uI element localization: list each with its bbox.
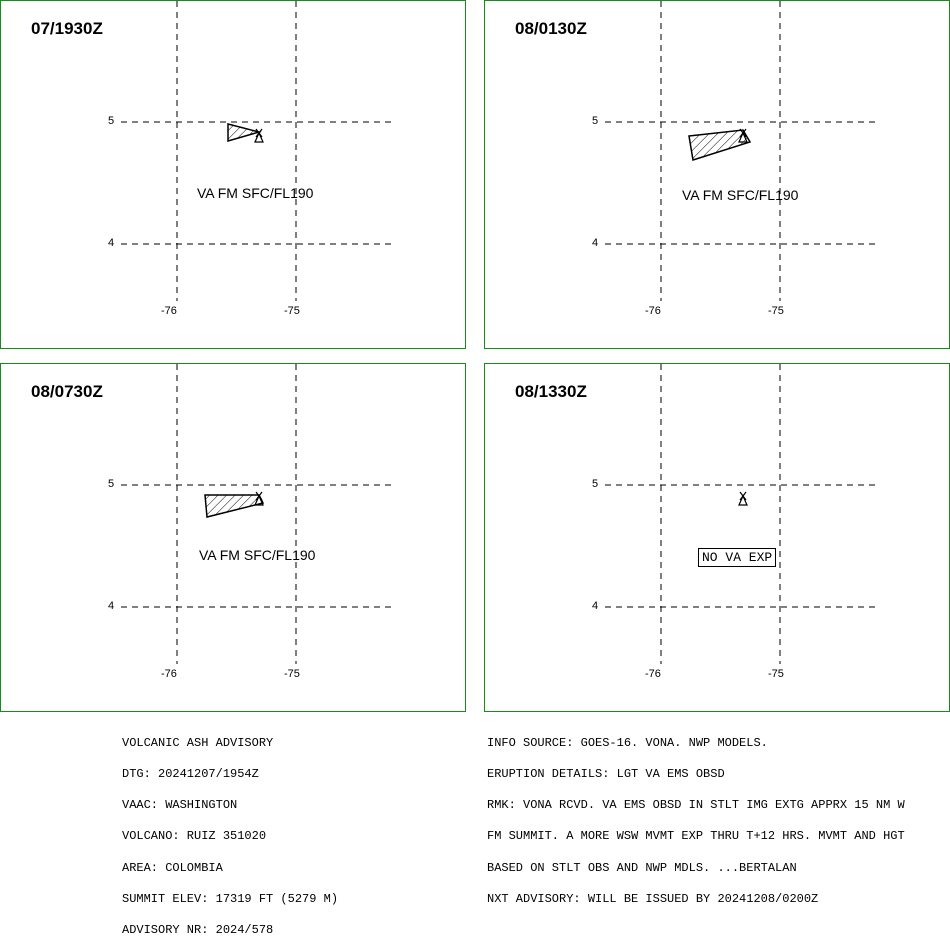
lat-label-5: 5 bbox=[592, 478, 599, 490]
lon-label-75: -75 bbox=[768, 305, 784, 317]
advisory-line: ADVISORY NR: 2024/578 bbox=[122, 923, 274, 938]
lat-label-5: 5 bbox=[592, 115, 599, 127]
lat-label-4: 4 bbox=[592, 237, 599, 249]
advisory-details-block bbox=[487, 717, 905, 915]
map-canvas-1 bbox=[1, 1, 467, 350]
lon-label-75: -75 bbox=[284, 305, 300, 317]
advisory-line: RMK: VONA RCVD. VA EMS OBSD IN STLT IMG EXTG APPRX 15 NM W bbox=[487, 798, 905, 813]
lon-label-76: -76 bbox=[645, 668, 661, 680]
map-panel-3 bbox=[0, 363, 466, 712]
lon-label-76: -76 bbox=[161, 668, 177, 680]
lon-label-76: -76 bbox=[645, 305, 661, 317]
lon-label-75: -75 bbox=[768, 668, 784, 680]
ash-cloud-polygon bbox=[205, 495, 263, 517]
panel-time: 07/1930Z bbox=[31, 19, 103, 38]
lon-label-75: -75 bbox=[284, 668, 300, 680]
lat-label-4: 4 bbox=[108, 600, 115, 612]
panel-time: 08/0730Z bbox=[31, 382, 103, 401]
advisory-header-block bbox=[122, 717, 338, 946]
advisory-line: VAAC: WASHINGTON bbox=[122, 798, 238, 813]
lat-label-4: 4 bbox=[108, 237, 115, 249]
advisory-line: FM SUMMIT. A MORE WSW MVMT EXP THRU T+12 HRS. MVMT AND HGT bbox=[487, 829, 905, 844]
panel-time: 08/0130Z bbox=[515, 19, 587, 38]
va-level-label: VA FM SFC/FL190 bbox=[199, 547, 316, 563]
volcano-icon bbox=[739, 492, 747, 505]
map-canvas-3 bbox=[1, 364, 467, 713]
advisory-line: NXT ADVISORY: WILL BE ISSUED BY 20241208/0200Z bbox=[487, 891, 819, 906]
lon-label-76: -76 bbox=[161, 305, 177, 317]
advisory-line: VOLCANO: RUIZ 351020 bbox=[122, 829, 267, 844]
map-panel-2 bbox=[484, 0, 950, 349]
no-va-exp-box: NO VA EXP bbox=[698, 548, 776, 567]
advisory-line: VOLCANIC ASH ADVISORY bbox=[122, 735, 274, 750]
panel-time: 08/1330Z bbox=[515, 382, 587, 401]
grid-lines bbox=[121, 1, 391, 301]
advisory-line: DTG: 20241207/1954Z bbox=[122, 767, 259, 782]
lat-label-4: 4 bbox=[592, 600, 599, 612]
advisory-line: SUMMIT ELEV: 17319 FT (5279 M) bbox=[122, 891, 339, 906]
lat-label-5: 5 bbox=[108, 478, 115, 490]
ash-cloud-polygon bbox=[689, 130, 750, 160]
grid-lines bbox=[605, 1, 875, 301]
grid-lines bbox=[605, 364, 875, 664]
advisory-line: BASED ON STLT OBS AND NWP MDLS. ...BERTALAN bbox=[487, 860, 797, 875]
va-level-label: VA FM SFC/FL190 bbox=[682, 187, 799, 203]
map-panel-1 bbox=[0, 0, 466, 349]
va-level-label: VA FM SFC/FL190 bbox=[197, 185, 314, 201]
lat-label-5: 5 bbox=[108, 115, 115, 127]
advisory-line: AREA: COLOMBIA bbox=[122, 860, 223, 875]
map-canvas-2 bbox=[485, 1, 950, 350]
map-panel-4 bbox=[484, 363, 950, 712]
advisory-line: INFO SOURCE: GOES-16. VONA. NWP MODELS. bbox=[487, 735, 768, 750]
map-canvas-4 bbox=[485, 364, 950, 713]
grid-lines bbox=[121, 364, 391, 664]
ash-cloud-polygon bbox=[228, 124, 259, 141]
advisory-line: ERUPTION DETAILS: LGT VA EMS OBSD bbox=[487, 767, 725, 782]
